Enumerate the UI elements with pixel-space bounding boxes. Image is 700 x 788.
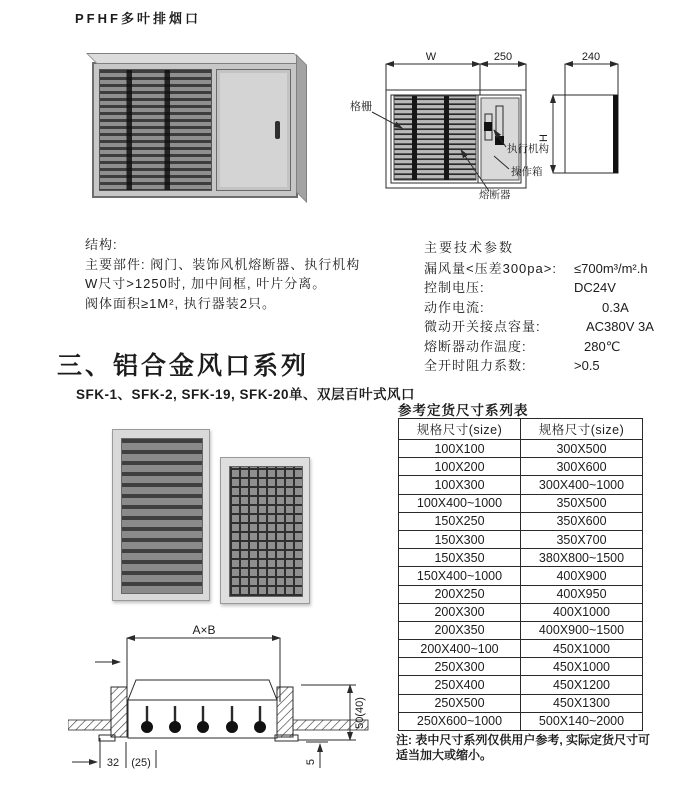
size-table [398,418,643,731]
size-cell: 400X1000 [521,603,643,621]
param-label: 漏风量<压差300pa>: [424,260,557,276]
table-row [399,512,643,530]
note-line: 注: 表中尺寸系列仅供用户参考, 实际定货尺寸可 [396,733,650,747]
structure-block [85,235,360,313]
size-cell: 200X350 [399,621,521,639]
dim-axb-label: A×B [192,623,216,637]
tech-param-row [424,356,654,376]
dim-25-label: (25) [131,757,151,769]
table-row [399,549,643,567]
table-row [399,567,643,585]
size-cell: 300X400~1000 [521,476,643,494]
size-cell: 380X800~1500 [521,549,643,567]
table-row [399,694,643,712]
param-label: 全开时阻力系数: [424,358,527,373]
dim-50-label: 50(40) [354,697,366,729]
size-cell: 350X700 [521,530,643,548]
table-row [399,658,643,676]
section-subtitle: SFK-1、SFK-2, SFK-19, SFK-20单、双层百叶式风口 [76,387,416,402]
size-cell: 400X950 [521,585,643,603]
table-row [399,440,643,458]
size-cell: 150X300 [399,530,521,548]
cross-section-drawing [68,610,388,785]
louver-slats [121,438,203,594]
dim-5-label: 5 [305,758,317,766]
size-cell: 200X400~100 [399,640,521,658]
size-cell: 300X500 [521,440,643,458]
param-label: 动作电流: [424,299,485,315]
eggcrate-grid [229,466,303,597]
size-cell: 200X300 [399,603,521,621]
size-cell: 100X100 [399,440,521,458]
dim-h-label: H [538,134,550,142]
size-cell: 400X900~1500 [521,621,643,639]
size-cell: 250X600~1000 [399,712,521,730]
grille-label: 格栅 [350,101,372,113]
param-label: 微动开关接点容量: [424,319,541,334]
size-cell: 400X900 [521,567,643,585]
product-photo-damper [92,62,298,198]
size-cell: 450X1300 [521,694,643,712]
tech-params-title: 主要技术参数 [424,240,515,255]
note-line: 适当加大或缩小。 [396,748,493,762]
dim-250-label: 250 [493,51,513,63]
damper-louver-area [99,69,212,191]
tech-param-row [424,259,654,279]
size-cell: 450X1200 [521,676,643,694]
tech-param-row [424,278,654,298]
table-row [399,476,643,494]
table-row [399,640,643,658]
tech-param-row [424,337,654,357]
size-cell: 250X400 [399,676,521,694]
table-row [399,530,643,548]
product-photo-eggcrate-grille [220,457,310,604]
param-value: >0.5 [574,358,600,373]
front-view-drawing [348,48,693,218]
table-row [399,676,643,694]
size-cell: 450X1000 [521,640,643,658]
size-cell: 300X600 [521,458,643,476]
param-label: 熔断器动作温度: [424,338,527,354]
structure-line: 阀体面积≥1M², 执行器装2只。 [85,295,276,311]
table-header-row [399,419,643,440]
size-cell: 450X1000 [521,658,643,676]
param-value: AC380V 3A [586,319,654,334]
dim-32-label: 32 [106,757,120,769]
param-label: 控制电压: [424,280,485,295]
section-heading: 三、铝合金风口系列 [57,352,310,380]
page-title: PFHF多叶排烟口 [75,11,201,26]
table-row [399,712,643,730]
size-cell: 250X500 [399,694,521,712]
col-header: 规格尺寸(size) [521,419,643,440]
table-row [399,585,643,603]
size-cell: 150X250 [399,512,521,530]
size-cell: 350X500 [521,494,643,512]
table-note [396,733,696,763]
size-cell: 100X400~1000 [399,494,521,512]
structure-line: 结构: [85,237,118,252]
param-value: 280℃ [584,338,621,354]
size-cell: 150X350 [399,549,521,567]
table-row [399,494,643,512]
param-value: ≤700m³/m².h [574,260,648,276]
size-cell: 350X600 [521,512,643,530]
structure-line: W尺寸>1250时, 加中间框, 叶片分离。 [85,276,327,291]
operation-box-label: 操作箱 [511,166,543,178]
dim-w-label: W [425,51,437,63]
param-value: 0.3A [602,299,629,315]
tech-param-row [424,298,654,318]
col-header: 规格尺寸(size) [399,419,521,440]
table-row [399,458,643,476]
dim-240-label: 240 [581,51,601,63]
actuator-label: 执行机构 [507,143,549,155]
size-cell: 500X140~2000 [521,712,643,730]
structure-line: 主要部件: 阀门、装饰风机熔断器、执行机构 [85,256,361,272]
size-cell: 250X300 [399,658,521,676]
damper-access-door [216,69,291,191]
table-row [399,621,643,639]
table-row [399,603,643,621]
door-handle [275,121,280,139]
size-cell: 150X400~1000 [399,567,521,585]
tech-params-block [424,238,654,376]
size-cell: 200X250 [399,585,521,603]
size-table-wrap [398,418,643,731]
size-cell: 100X200 [399,458,521,476]
param-value: DC24V [574,280,616,295]
fuse-label: 熔断器 [479,189,511,201]
size-table-title: 参考定货尺寸系列表 [398,403,529,418]
product-photo-louver-grille [112,429,210,601]
tech-param-row [424,317,654,337]
size-cell: 100X300 [399,476,521,494]
